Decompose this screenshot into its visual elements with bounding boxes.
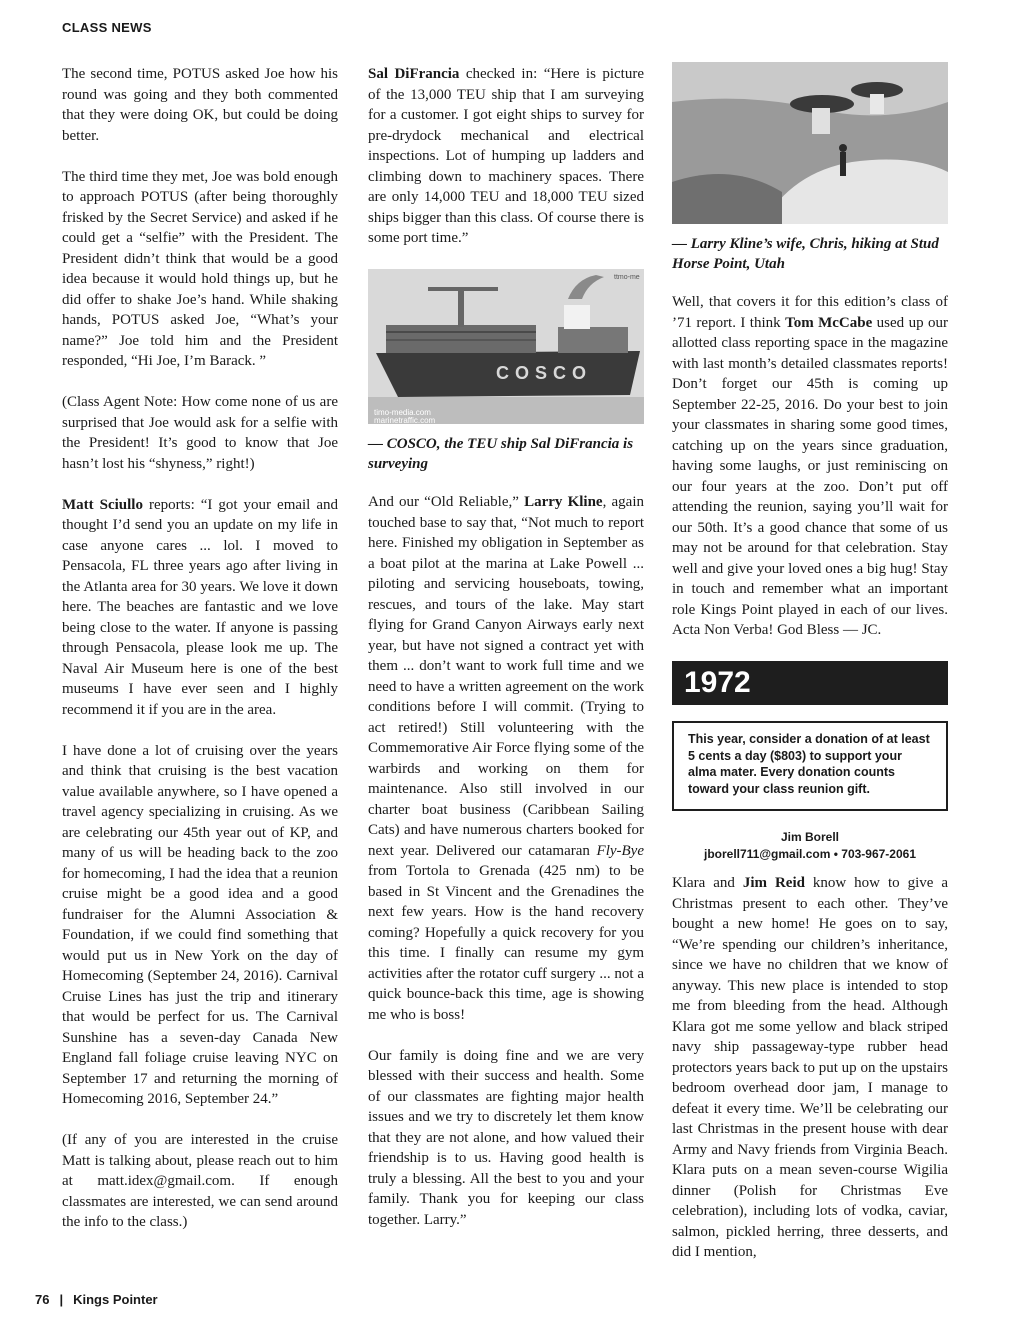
classmate-name: Sal DiFrancia bbox=[368, 66, 460, 82]
paragraph-text: used up our allotted class reporting space in the magazine with last month’s detailed classmates reports! Don’t forget our 45th is coming up September 22-25, 2016. Do your best to join your classmates in sharing some good times, catching up on the years since graduation, having some laughs, or just reminiscing on our four years at the zoo. Don’t put off attending the reunion, saying you’ll wait for our 50th. It’s a good chance that some of us may not be around for that celebration. Stay well and give your loved ones a big hug! Stay in touch and remember what an important role Kings Point played in each of our lives. Acta Non Verba! God Bless — JC. bbox=[672, 314, 948, 638]
section-header: CLASS NEWS bbox=[62, 20, 152, 35]
paragraph: The second time, POTUS asked Joe how his round was going and they both commented that they were doing OK, but could be doing better. bbox=[62, 66, 338, 144]
paragraph bbox=[62, 495, 338, 721]
paragraph-text: , again touched base to say that, “Not much to report here. Finished my obligation in September as a boat pilot at the marina at Lake Powell ... piloting and servicing houseboats, towing, rescues, and tours of the lake. May start flying for Grand Canyon Airways early next year, but have not signed a contract yet with them ... don’t want to work full time and we need to have a written agreement on the work conditions before I will commit. (Trying to act retired!) Still volunteering with the Commemorative Air Force flying some of the warbirds and working on them for maintenance. Also still involved in our charter boat business (Caribbean Sailing Cats) and have numerous charters booked for next year. Delivered our catamaran bbox=[368, 494, 645, 859]
classmate-name: Matt Sciullo bbox=[62, 496, 143, 513]
ship-photo bbox=[368, 269, 644, 424]
paragraph bbox=[368, 492, 644, 1025]
paragraph-text: And our “Old Reliable,” bbox=[368, 494, 525, 510]
photo-watermark: marinetraffic.com bbox=[374, 416, 436, 424]
column-1 bbox=[62, 64, 338, 1253]
classmate-name: Jim Reid bbox=[742, 875, 805, 891]
photo-caption: — COSCO, the TEU ship Sal DiFrancia is surveying bbox=[368, 436, 634, 472]
page-footer bbox=[35, 1292, 158, 1307]
paragraph-text: checked in: “Here is picture of the 13,000 TEU ship that I am surveying for a customer. I got eight ships to survey for pre-drydock mechanical and electrical inspections. Lot of humping up ladders and climbing down to machinery spaces. There are only 14,000 TEU and 18,000 TEU sized ships bigger than this class. Of course there is some port time.” bbox=[368, 66, 645, 246]
classmate-name: Tom McCabe bbox=[785, 314, 873, 331]
paragraph-text: Well, that covers it for this edition’s class of ’71 report. I think bbox=[672, 294, 948, 331]
ship-illustration bbox=[368, 269, 644, 424]
classmate-name: Larry Kline bbox=[524, 494, 603, 510]
column-2 bbox=[368, 64, 644, 1251]
class-agent bbox=[672, 829, 948, 863]
agent-name: Jim Borell bbox=[780, 830, 840, 844]
paragraph bbox=[672, 873, 948, 1263]
paragraph bbox=[368, 64, 644, 249]
hiking-illustration bbox=[672, 62, 948, 224]
page-number: 76 bbox=[35, 1292, 50, 1307]
paragraph-text: know how to give a Christmas present to each other. They’ve bought a new home! He goes on to say, “We’re spending our children’s inheritance, since we have no children that we know of anyway. This new place is intended to stop me from bleeding from the head. Although Klara got me some yellow and black striped navy ship passageway-type rubber head protectors years back to put up on the upstairs bedroom overhead door jam, I manage to defeat it every time. We’ll be celebrating our last Christmas in the present house with dear Army and Navy friends from Virginia Beach. Klara puts on a mean seven-course Wigilia dinner (Polish for Christmas Eve celebration), including lots of vodka, caviar, salmon, pickled herring, three desserts, and did I mention, bbox=[672, 875, 948, 1260]
paragraph: (If any of you are interested in the cruise Matt is talking about, please reach out to him at matt.idex@gmail.com. If enough classmates are interested, we can send around the info to the class.) bbox=[62, 1132, 338, 1230]
paragraph-text: from Tortola to Grenada (425 nm) to be based in St Vincent and the Grenadines the next few years. How is the hand recovery coming? Hopefully a quick recovery for you this time. I finally can resume my gym activities after the rotator cuff surgery ... not a quick bounce-back this time, age is showing me who is boss! bbox=[368, 863, 644, 1023]
publication-name: Kings Pointer bbox=[73, 1292, 158, 1307]
donation-callout: This year, consider a donation of at least 5 cents a day ($803) to support your alma mater. Every donation counts toward your class reunion gift. bbox=[672, 721, 948, 811]
agent-contact: jborell711@gmail.com • 703-967-2061 bbox=[703, 847, 916, 861]
column-3 bbox=[672, 62, 948, 1283]
photo-watermark: ttmo-me bbox=[614, 274, 640, 281]
class-year-heading: 1972 bbox=[672, 661, 948, 705]
paragraph-text: Klara and bbox=[672, 875, 743, 891]
photo-caption: — Larry Kline’s wife, Chris, hiking at Stud Horse Point, Utah bbox=[672, 236, 939, 272]
paragraph bbox=[672, 292, 948, 641]
footer-separator: | bbox=[59, 1292, 64, 1307]
paragraph: (Class Agent Note: How come none of us are surprised that Joe would ask for a selfie with the President! It’s good to know that Joe hasn’t lost his “shyness,” right!) bbox=[62, 394, 338, 472]
photo-watermark: timo-media.com bbox=[374, 408, 431, 417]
paragraph-text: reports: “I got your email and thought I’d send you an update on my life in case anyone cares ... lol. I moved to Pensacola, FL three years ago after living in the Atlanta area for 30 years. We love it down here. The beaches are fantastic and we love being close to the water. If anyone is passing through Pensacola, please look me up. The Naval Air Museum here is one of the best museums I have ever seen and I highly recommend it if you are in the area. bbox=[62, 496, 338, 718]
hiking-photo bbox=[672, 62, 948, 224]
boat-name: Fly-Bye bbox=[596, 842, 644, 859]
paragraph: I have done a lot of cruising over the years and think that cruising is the best vacation value available anywhere, so I have opened a travel agency specializing in cruising. As we are celebrating our 45th year out of KP, and many of us will be heading back to the zoo for homecoming, I had the idea that a reunion cruise might be a good idea and a good fundraiser for the Alumni Association & Foundation, if we could find something that would put us in New York on the day of Homecoming (September 24, 2016). Carnival Cruise Lines has just the trip and itinerary that would be perfect for us. The Carnival Sunshine has a seven-day Canada New England fall foliage cruise leaving NYC on September 17 and returning the morning of Homecoming 2016, September 24.” bbox=[62, 742, 338, 1107]
paragraph: The third time they met, Joe was bold enough to approach POTUS (after being thoroughly frisked by the Secret Service) and asked if he could get a “selfie” with the President. The President didn’t think that would be a good idea because it would hold things up, but he did offer to shake Joe’s hand. While shaking hands, POTUS asked Joe, “What’s your name?” Joe told him and the President responded, “Hi Joe, I’m Barack. ” bbox=[62, 168, 338, 369]
paragraph: Our family is doing fine and we are very blessed with their success and health. Some of our classmates are fighting major health issues and we try to discretely let them know that they are not alone, and how valued their friendship is to us. Having good health is truly a blessing. All the best to you and your family. Thank you for keeping our class together. Larry.” bbox=[368, 1047, 644, 1228]
hull-text: COSCO bbox=[496, 363, 593, 383]
